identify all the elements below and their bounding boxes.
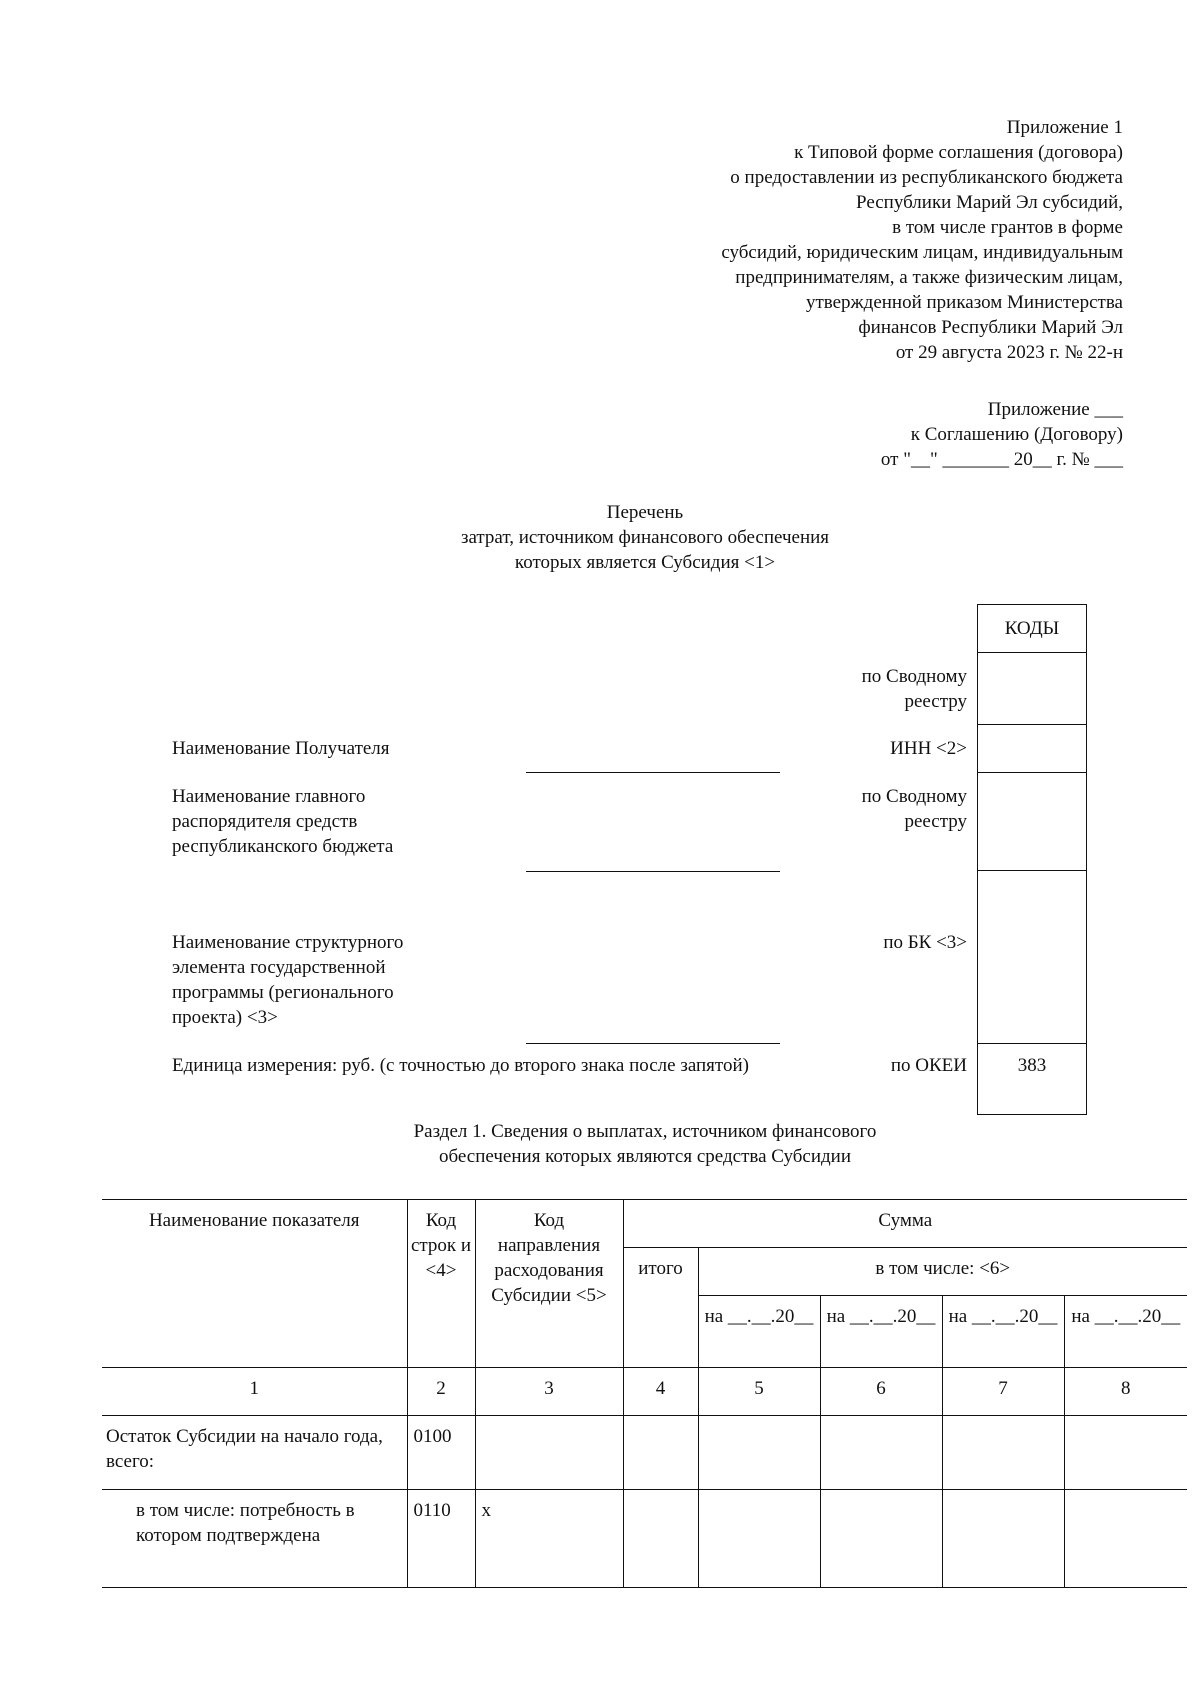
recipient-label: Наименование Получателя xyxy=(172,738,390,759)
header-sum: Сумма xyxy=(623,1200,1187,1248)
row-direction[interactable] xyxy=(475,1416,623,1490)
col-number-1: 1 xyxy=(102,1368,407,1416)
agreement-header xyxy=(881,397,1123,472)
row-cell-period-1[interactable] xyxy=(698,1416,820,1490)
appendix-line: финансов Республики Марий Эл xyxy=(858,317,1123,338)
appendix-line: Республики Марий Эл субсидий, xyxy=(856,192,1123,213)
appendix-line: о предоставлении из республиканского бюджета xyxy=(730,167,1123,188)
appendix-line: субсидий, юридическим лицам, индивидуальным xyxy=(721,242,1123,263)
col-number-2: 2 xyxy=(407,1368,475,1416)
col-number-5: 5 xyxy=(698,1368,820,1416)
codes-header: КОДЫ xyxy=(978,605,1086,653)
svod-reestr-text-2: по Сводному реестру xyxy=(861,786,967,832)
appendix-line: предпринимателям, а также физическим лицам, xyxy=(735,267,1123,288)
code-svod-reestr-2[interactable] xyxy=(978,773,1086,871)
code-okei: 383 xyxy=(1017,1055,1047,1076)
bk-label: по БК <3> xyxy=(883,932,967,953)
col-number-6: 6 xyxy=(820,1368,942,1416)
row-cell-total[interactable] xyxy=(623,1490,698,1588)
row-cell-period-1[interactable] xyxy=(698,1490,820,1588)
svod-reestr-label-2 xyxy=(807,784,967,834)
row-cell-period-3[interactable] xyxy=(942,1490,1064,1588)
row-cell-period-2[interactable] xyxy=(820,1490,942,1588)
appendix-line: Приложение 1 xyxy=(1006,117,1123,138)
row-name: в том числе: потребность в котором подтверждена xyxy=(102,1490,407,1588)
header-indicator-name: Наименование показателя xyxy=(102,1200,407,1368)
table-row xyxy=(102,1416,1187,1490)
col-number-8: 8 xyxy=(1064,1368,1187,1416)
agreement-line: к Соглашению (Договору) xyxy=(910,424,1123,445)
section-line: Раздел 1. Сведения о выплатах, источником финансового xyxy=(413,1121,877,1142)
row-cell-period-2[interactable] xyxy=(820,1416,942,1490)
header-line-code: Код строк и <4> xyxy=(407,1200,475,1368)
struct-element-input-line[interactable] xyxy=(526,1043,780,1044)
header-period-3: на __.__.20__ xyxy=(942,1296,1064,1368)
codes-box xyxy=(977,604,1087,1115)
col-number-3: 3 xyxy=(475,1368,623,1416)
title-line: которых является Субсидия <1> xyxy=(514,552,776,573)
code-bk[interactable] xyxy=(978,871,1086,1044)
row-cell-period-4[interactable] xyxy=(1064,1416,1187,1490)
code-inn[interactable] xyxy=(978,725,1086,773)
row-code: 0110 xyxy=(407,1490,475,1588)
appendix-line: в том числе грантов в форме xyxy=(892,217,1123,238)
struct-element-label: Наименование структурного элемента государственной программы (регионального проекта) <3> xyxy=(172,932,404,1028)
svod-reestr-label-1 xyxy=(807,664,967,714)
header-including: в том числе: <6> xyxy=(698,1248,1187,1296)
okei-label: по ОКЕИ xyxy=(890,1055,967,1076)
row-name: Остаток Субсидии на начало года, всего: xyxy=(102,1416,407,1490)
appendix-header xyxy=(721,115,1123,365)
header-period-2: на __.__.20__ xyxy=(820,1296,942,1368)
header-period-4: на __.__.20__ xyxy=(1064,1296,1187,1368)
grbs-label: Наименование главного распорядителя средств республиканского бюджета xyxy=(172,786,394,857)
appendix-line: утвержденной приказом Министерства xyxy=(805,292,1123,313)
col-number-4: 4 xyxy=(623,1368,698,1416)
row-code: 0100 xyxy=(407,1416,475,1490)
payments-table xyxy=(102,1199,1187,1588)
row-cell-period-3[interactable] xyxy=(942,1416,1064,1490)
appendix-line: от 29 августа 2023 г. № 22-н xyxy=(895,342,1123,363)
row-direction: х xyxy=(475,1490,623,1588)
recipient-input-line[interactable] xyxy=(526,772,780,773)
svod-reestr-text-1: по Сводному реестру xyxy=(861,666,967,712)
header-total: итого xyxy=(623,1248,698,1368)
table-row xyxy=(102,1490,1187,1588)
header-direction-code: Код направления расходования Субсидии <5> xyxy=(475,1200,623,1368)
agreement-line: от "__" _______ 20__ г. № ___ xyxy=(880,449,1123,470)
agreement-line: Приложение ___ xyxy=(987,399,1123,420)
title-line: затрат, источником финансового обеспечения xyxy=(460,527,830,548)
col-number-7: 7 xyxy=(942,1368,1064,1416)
appendix-line: к Типовой форме соглашения (договора) xyxy=(794,142,1123,163)
document-title xyxy=(0,500,1200,575)
header-period-1: на __.__.20__ xyxy=(698,1296,820,1368)
row-cell-period-4[interactable] xyxy=(1064,1490,1187,1588)
inn-label: ИНН <2> xyxy=(890,738,967,759)
row-cell-total[interactable] xyxy=(623,1416,698,1490)
section-line: обеспечения которых являются средства Субсидии xyxy=(438,1146,851,1167)
grbs-input-line[interactable] xyxy=(526,871,780,872)
title-line: Перечень xyxy=(606,502,684,523)
unit-label: Единица измерения: руб. (с точностью до второго знака после запятой) xyxy=(172,1055,749,1076)
section-title xyxy=(0,1119,1200,1169)
code-svod-reestr-1[interactable] xyxy=(978,653,1086,725)
